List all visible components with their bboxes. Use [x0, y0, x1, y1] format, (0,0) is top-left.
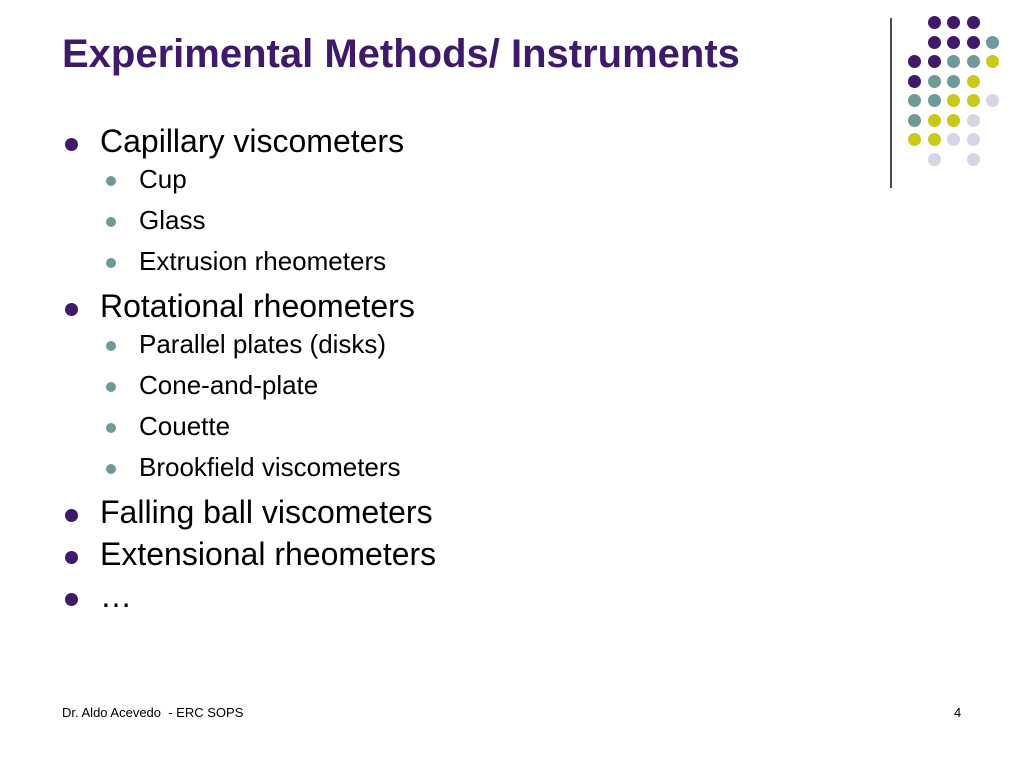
sub-bullet-icon [106, 217, 116, 227]
decorative-dot [908, 133, 921, 146]
slide-title: Experimental Methods/ Instruments [62, 32, 740, 76]
decorative-dot [908, 75, 921, 88]
bullet-icon [65, 303, 78, 316]
bullet-text: Falling ball viscometers [100, 494, 433, 530]
bullet-list [62, 122, 822, 619]
bullet-text: Capillary viscometers [100, 123, 405, 159]
decorative-dot [947, 75, 960, 88]
decorative-dot [967, 133, 980, 146]
sub-bullet-item [62, 329, 822, 359]
bullet-icon [65, 593, 78, 606]
sub-bullet-icon [106, 464, 116, 474]
sub-bullet-item [62, 370, 822, 400]
decorative-dot [967, 114, 980, 127]
decorative-dot [928, 55, 941, 68]
bullet-text: … [100, 578, 132, 614]
sub-bullet-text: Parallel plates (disks) [139, 329, 387, 359]
sub-bullet-icon [106, 258, 116, 268]
decorative-dot [908, 114, 921, 127]
decorative-dot [928, 94, 941, 107]
bullet-item [62, 493, 822, 531]
footer-author: Dr. Aldo Acevedo - ERC SOPS [62, 705, 244, 720]
decorative-dot [947, 114, 960, 127]
sub-bullet-text: Brookfield viscometers [139, 452, 401, 482]
sub-bullet-item [62, 411, 822, 441]
sub-bullet-item [62, 205, 822, 235]
bullet-icon [65, 509, 78, 522]
decorative-dot [928, 16, 941, 29]
decorative-dot [928, 75, 941, 88]
decorative-dot [908, 55, 921, 68]
sub-bullet-text: Extrusion rheometers [139, 246, 387, 276]
sub-bullet-item [62, 164, 822, 194]
bullet-item [62, 287, 822, 325]
bullet-icon [65, 138, 78, 151]
sub-bullet-item [62, 452, 822, 482]
sub-bullet-text: Couette [139, 411, 231, 441]
title-divider-line [890, 18, 892, 188]
sub-bullet-text: Glass [139, 205, 206, 235]
bullet-text: Extensional rheometers [100, 536, 437, 572]
page-number: 4 [954, 705, 962, 720]
decorative-dot [928, 114, 941, 127]
decorative-dot [928, 36, 941, 49]
decorative-dot [967, 36, 980, 49]
sub-bullet-item [62, 246, 822, 276]
bullet-item [62, 535, 822, 573]
decorative-dot [947, 16, 960, 29]
sub-bullet-icon [106, 176, 116, 186]
decorative-dot [986, 55, 999, 68]
decorative-dot [947, 36, 960, 49]
sub-bullet-icon [106, 341, 116, 351]
decorative-dot [967, 75, 980, 88]
decorative-dot-grid [908, 16, 1008, 166]
decorative-dot [967, 153, 980, 166]
bullet-icon [65, 551, 78, 564]
sub-bullet-text: Cone-and-plate [139, 370, 319, 400]
decorative-dot [967, 94, 980, 107]
decorative-dot [928, 153, 941, 166]
decorative-dot [947, 94, 960, 107]
decorative-dot [908, 94, 921, 107]
decorative-dot [967, 55, 980, 68]
decorative-dot [947, 133, 960, 146]
decorative-dot [947, 55, 960, 68]
sub-bullet-icon [106, 423, 116, 433]
decorative-dot [928, 133, 941, 146]
decorative-dot [986, 94, 999, 107]
decorative-dot [967, 16, 980, 29]
decorative-dot [986, 36, 999, 49]
bullet-text: Rotational rheometers [100, 288, 415, 324]
sub-bullet-text: Cup [139, 164, 187, 194]
sub-bullet-icon [106, 382, 116, 392]
bullet-item [62, 122, 822, 160]
bullet-item [62, 577, 822, 615]
